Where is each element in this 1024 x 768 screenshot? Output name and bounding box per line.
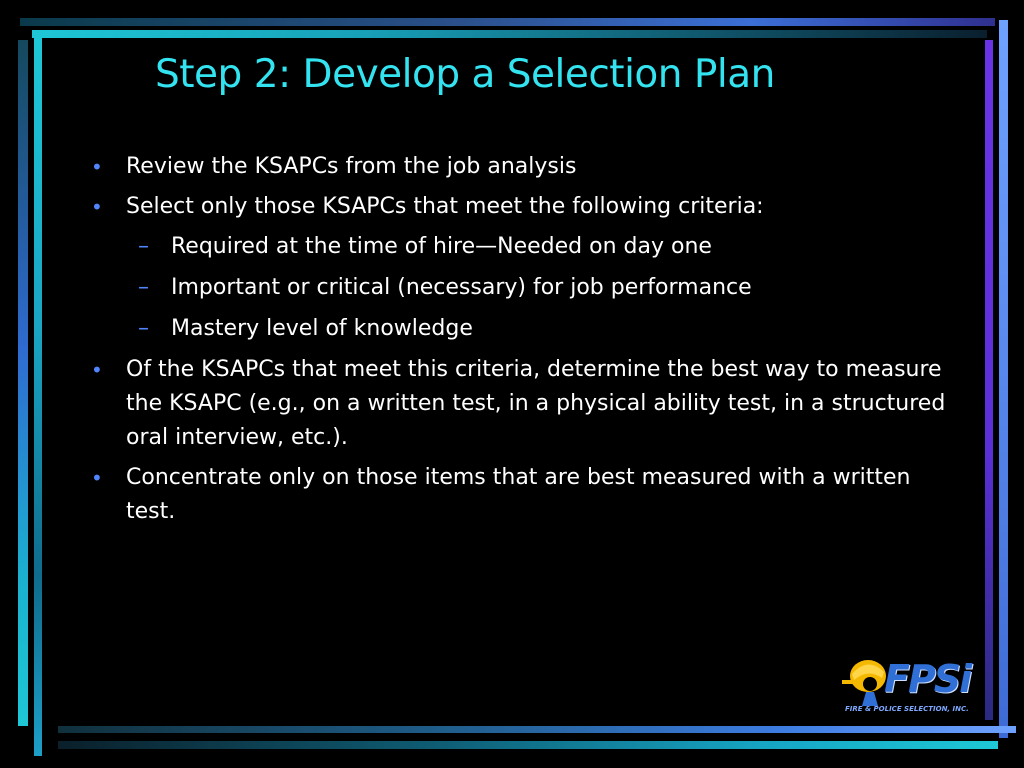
- bullet-item: [86, 190, 956, 224]
- bullet-text: Required at the time of hire—Needed on day one: [171, 234, 712, 259]
- bullet-text: Select only those KSAPCs that meet the following criteria:: [126, 194, 764, 219]
- bullet-text: Concentrate only on those items that are best measured with a written test.: [126, 465, 911, 524]
- frame-bar-bottom-upper: [58, 726, 1016, 733]
- dash-marker: –: [138, 275, 149, 300]
- frame-bar-left-inner: [34, 36, 42, 756]
- frame-bar-bottom-lower: [58, 741, 998, 749]
- frame-bar-top-inner: [32, 30, 987, 38]
- bullet-marker: •: [91, 466, 103, 490]
- sub-bullet-item: [86, 271, 956, 305]
- bullet-text: Of the KSAPCs that meet this criteria, determine the best way to measure the KSAPC (e.g., on a written test, in a physical ability test, in a structured oral interview, etc.).: [126, 357, 946, 450]
- dash-marker: –: [138, 234, 149, 259]
- bullet-text: Mastery level of knowledge: [171, 316, 473, 341]
- dash-marker: –: [138, 316, 149, 341]
- frame-bar-left-outer: [18, 40, 28, 726]
- slide-title: Step 2: Develop a Selection Plan: [155, 52, 775, 97]
- bullet-item: [86, 353, 956, 455]
- logo-wordmark: FPSi: [884, 657, 971, 701]
- sub-bullet-item: [86, 312, 956, 346]
- frame-bar-right-outer: [999, 20, 1008, 738]
- bullet-text: Important or critical (necessary) for job performance: [171, 275, 752, 300]
- bullet-marker: •: [91, 155, 103, 179]
- bullet-text: Review the KSAPCs from the job analysis: [126, 154, 577, 179]
- frame-bar-right-inner: [985, 40, 993, 720]
- bullet-item: [86, 150, 956, 184]
- frame-bar-top-outer: [20, 18, 995, 26]
- bullet-marker: •: [91, 358, 103, 382]
- logo-subtitle: FIRE & POLICE SELECTION, INC.: [845, 705, 969, 713]
- bullet-item: [86, 461, 956, 529]
- bullet-list: [86, 150, 956, 535]
- bullet-marker: •: [91, 195, 103, 219]
- sub-bullet-item: [86, 230, 956, 264]
